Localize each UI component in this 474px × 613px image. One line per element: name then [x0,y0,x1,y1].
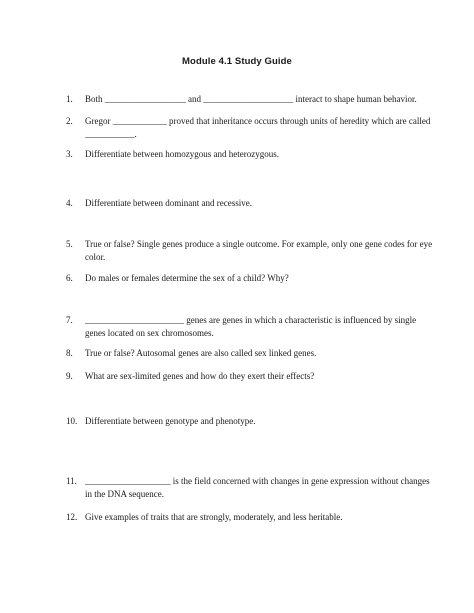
question-text: Give examples of traits that are strongly, moderately, and less heritable. [85,512,343,522]
question-text: True or false? Single genes produce a single outcome. For example, only one gene codes for eye color. [85,239,433,262]
question-text: Both __________________ and ____________________ interact to shape human behavior. [85,94,417,104]
question-9 [66,370,436,383]
question-6 [66,272,436,285]
question-text: Do males or females determine the sex of a child? Why? [85,273,289,283]
question-12 [66,511,436,524]
question-number: 10. [66,416,78,426]
question-3 [66,148,436,161]
question-11 [66,475,436,500]
question-text: Gregor ____________ proved that inheritance occurs through units of heredity which are called ___________. [85,116,431,139]
question-number: 7. [66,315,73,325]
question-number: 9. [66,371,73,381]
question-text: ___________________ is the field concerned with changes in gene expression without changes in the DNA sequence. [85,476,430,499]
question-text: True or false? Autosomal genes are also called sex linked genes. [85,348,317,358]
question-2 [66,115,436,140]
question-8 [66,347,436,360]
question-text: ______________________ genes are genes in which a characteristic is influenced by single genes located on sex chromosomes. [85,315,417,338]
question-4 [66,197,436,210]
question-text: Differentiate between homozygous and heterozygous. [85,149,280,159]
question-text: Differentiate between genotype and phenotype. [85,416,256,426]
page-title: Module 4.1 Study Guide [182,56,292,67]
question-1 [66,93,436,106]
question-number: 4. [66,198,73,208]
question-number: 2. [66,116,73,126]
question-10 [66,415,436,428]
question-text: Differentiate between dominant and recessive. [85,198,253,208]
question-5 [66,238,436,263]
question-7 [66,314,436,339]
question-number: 1. [66,94,73,104]
question-number: 3. [66,149,73,159]
question-number: 6. [66,273,73,283]
question-number: 11. [66,476,77,486]
question-number: 5. [66,239,73,249]
question-number: 8. [66,348,73,358]
question-number: 12. [66,512,78,522]
question-text: What are sex-limited genes and how do they exert their effects? [85,371,315,381]
